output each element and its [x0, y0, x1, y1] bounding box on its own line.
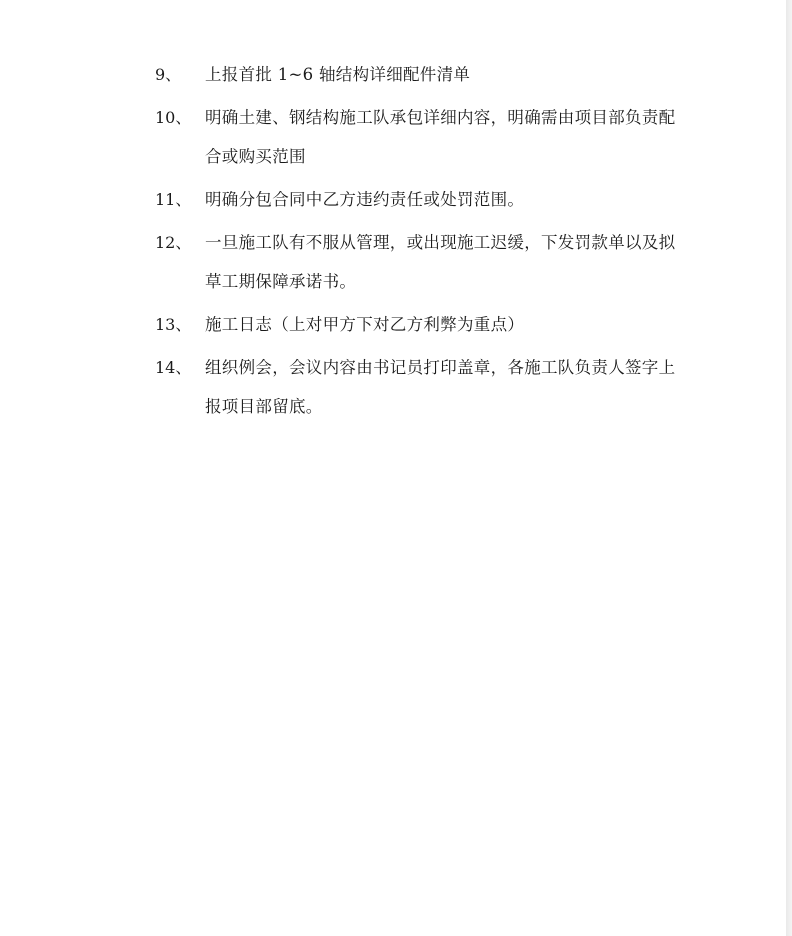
list-item [155, 98, 685, 176]
item-number: 11、 [155, 190, 192, 209]
item-number: 10、 [155, 108, 192, 127]
item-text: 明确土建、钢结构施工队承包详细内容，明确需由项目部负责配合或购买范围 [205, 108, 676, 166]
item-text: 上报首批 1~6 轴结构详细配件清单 [205, 65, 471, 84]
item-number: 12、 [155, 233, 192, 252]
list-item [155, 305, 685, 344]
item-number: 14、 [155, 358, 192, 377]
list-item [155, 180, 685, 219]
item-number: 9、 [155, 65, 182, 84]
item-text: 组织例会，会议内容由书记员打印盖章，各施工队负责人签字上报项目部留底。 [205, 358, 676, 416]
list-item [155, 223, 685, 301]
page-edge-divider [786, 0, 792, 936]
item-number: 13、 [155, 315, 192, 334]
item-text: 施工日志（上对甲方下对乙方利弊为重点） [205, 315, 525, 334]
list-item [155, 55, 685, 94]
item-text: 明确分包合同中乙方违约责任或处罚范围。 [205, 190, 525, 209]
item-text: 一旦施工队有不服从管理，或出现施工迟缓，下发罚款单以及拟草工期保障承诺书。 [205, 233, 676, 291]
list-item [155, 348, 685, 426]
numbered-list [155, 55, 685, 430]
